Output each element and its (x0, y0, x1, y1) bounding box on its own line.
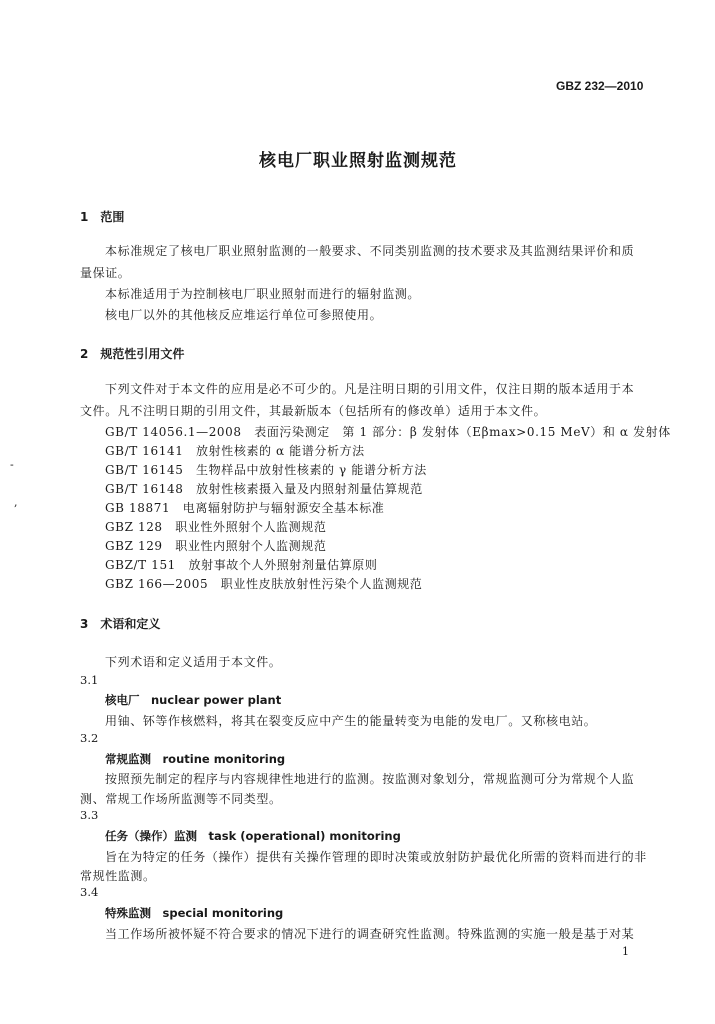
section-2-intro-line-1: 下列文件对于本文件的应用是必不可少的。凡是注明日期的引用文件，仅注日期的版本适用于本 (105, 382, 635, 396)
section-1-para-1-line-2: 量保证。 (80, 266, 131, 280)
section-1-para-3: 核电厂以外的其他核反应堆运行单位可参照使用。 (105, 308, 383, 322)
section-1-para-1-line-1: 本标准规定了核电厂职业照射监测的一般要求、不同类别监测的技术要求及其监测结果评价和质 (105, 244, 635, 258)
reference-item: GB/T 16141 放射性核素的 α 能谱分析方法 (105, 444, 365, 458)
term-definition-line-1: 用铀、钚等作核燃料，将其在裂变反应中产生的能量转变为电能的发电厂。又称核电站。 (105, 714, 597, 728)
section-2-intro-line-2: 文件。凡不注明日期的引用文件，其最新版本（包括所有的修改单）适用于本文件。 (80, 404, 547, 418)
term-heading: 核电厂 nuclear power plant (105, 693, 282, 707)
term-definition-line-2: 常规性监测。 (80, 869, 156, 883)
term-heading: 特殊监测 special monitoring (105, 906, 284, 920)
reference-item: GBZ 128 职业性外照射个人监测规范 (105, 520, 327, 534)
reference-item: GB/T 14056.1—2008 表面污染测定 第 1 部分：β 发射体（Eβmax>0.15 MeV）和 α 发射体 (105, 425, 671, 439)
term-definition-line-1: 当工作场所被怀疑不符合要求的情况下进行的调查研究性监测。特殊监测的实施一般是基于对某 (105, 927, 635, 941)
term-definition-line-1: 按照预先制定的程序与内容规律性地进行的监测。按监测对象划分，常规监测可分为常规个人监 (105, 772, 635, 786)
reference-item: GBZ 166—2005 职业性皮肤放射性污染个人监测规范 (105, 577, 423, 591)
section-2-heading: 2 规范性引用文件 (80, 347, 185, 361)
term-number: 3.4 (80, 885, 99, 899)
term-number: 3.3 (80, 808, 99, 822)
section-3-heading: 3 术语和定义 (80, 617, 161, 631)
document-title: 核电厂职业照射监测规范 (259, 151, 457, 171)
standard-number: GBZ 232—2010 (556, 79, 644, 93)
section-1-heading: 1 范围 (80, 210, 125, 224)
term-definition-line-2: 测、常规工作场所监测等不同类型。 (80, 792, 282, 806)
term-heading: 常规监测 routine monitoring (105, 752, 286, 766)
term-number: 3.1 (80, 673, 99, 687)
reference-item: GB 18871 电离辐射防护与辐射源安全基本标准 (105, 501, 385, 515)
reference-item: GB/T 16148 放射性核素摄入量及内照射剂量估算规范 (105, 482, 423, 496)
term-heading: 任务（操作）监测 task (operational) monitoring (105, 829, 401, 843)
reference-item: GB/T 16145 生物样品中放射性核素的 γ 能谱分析方法 (105, 463, 427, 477)
reference-item: GBZ/T 151 放射事故个人外照射剂量估算原则 (105, 558, 378, 572)
term-definition-line-1: 旨在为特定的任务（操作）提供有关操作管理的即时决策或放射防护最优化所需的资料而进行的非 (105, 850, 647, 864)
margin-mark: , (14, 496, 18, 509)
section-3-intro: 下列术语和定义适用于本文件。 (105, 655, 282, 669)
section-1-para-2: 本标准适用于为控制核电厂职业照射而进行的辐射监测。 (105, 287, 421, 301)
term-number: 3.2 (80, 731, 99, 745)
reference-item: GBZ 129 职业性内照射个人监测规范 (105, 539, 327, 553)
margin-mark: - (10, 458, 14, 471)
page-number: 1 (622, 945, 629, 958)
